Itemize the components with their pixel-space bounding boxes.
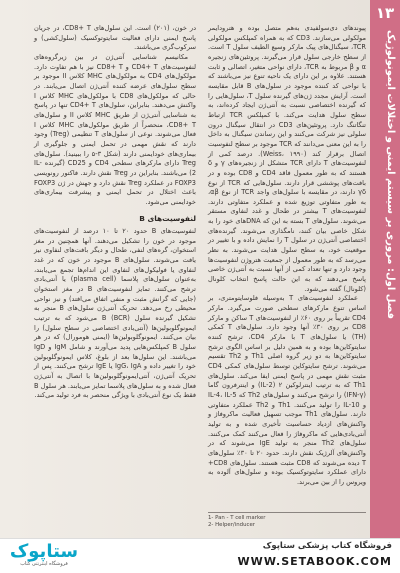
page-number: ۱۳ bbox=[375, 4, 395, 22]
section-heading: لنفوسیت‌های B bbox=[139, 214, 196, 224]
store-logo[interactable] bbox=[6, 541, 82, 569]
footnotes bbox=[208, 512, 366, 529]
chapter-side-tab bbox=[370, 0, 400, 538]
paragraph: لنفوسیت‌های B حدود ۲۰ تا ۱۰ درصد از لنفوسیت‌های موجود در خون را تشکیل می‌دهند. آنها همچنین در مغز استخوان، گره‌های لنفی، طحال و دیگر بافت‌های لنفاوی نیز یافت می‌شوند. سلول‌های B موجود در خون که در غدد لنفاوی یا فولیکول‌های لنفاوی این اندام‌ها تجمع می‌یابند، به‌عنوان سلول‌های پلاسما (plasma cell) یا آنتی‌بادی ترشح می‌کنند. تمایز لنفوسیت‌های B در مغز استخوان (جایی که گرانش مثبت و منفی اتفاق می‌افتد) و نیز نواحی محیطی رخ می‌دهد. تحریک آنتی‌ژن سلول‌های B منجر به تشکیل گیرنده سلول B (BCR) می‌شود که به ترتیب ایمونوگلوبولین‌ها (آنتی‌بادی اختصاصی در سطح سلول) را بیان می‌کنند. ایمونوگلوبولین‌ها (ایمنی هومورال) که در هر سلول B کمپلکس‌هایی پدید می‌آورند و شامل IgM و IgD می‌باشند. این سلول‌ها بعد از بلوغ، کلاس ایمونوگلوبولین خود را تغییر داده و IgG، IgA یا IgE ترشح می‌کنند. پس از تحریک آنتی‌ژن، آنتی‌ایمونوگلوبولین‌ها با اتصال به آنتی‌ژن فعال شده و به سلول‌های پلاسما تمایز می‌یابند. هر سلول B فقط یک نوع آنتی‌بادی با ویژگی منحصر به فرد تولید می‌کند. bbox=[34, 227, 197, 400]
logo-mark: ستاپوک bbox=[9, 541, 79, 562]
footnote: 1- Pan - T cell marker bbox=[208, 515, 266, 521]
paragraph: عملکرد لنفوسیت‌های T به‌وسیله فلوسایتومتری، بر اساس تنوع مارکرهای سطحی صورت می‌گیرد. مارکر CD4 تقریباً بر روی ۶۰٪ از لنفوسیت‌های T ساکن و مارکر CD8 بر روی ۳۰٪ آنها وجود دارد. سلول‌های T کمکی (TH) یا سلول‌های T با مارکر CD4، ترشح کننده سایتوکاین‌ها بوده و به همین دلیل بر اساس الگوی ترشح سایتوکاین‌ها به دو زیر گروه اصلی Th1 و Th2 تقسیم می‌شوند. ترشح سایتوکاین توسط سلول‌های کمکی CD4 مثبت نقش مهمی در پاسخ ایمنی ایفا می‌کند. سلول‌های Th1 که به ترتیب اینترلوکین ۲ (IL-2) و اینترفرون گاما (IFN-γ) را ترشح می‌کنند و سلول‌های Th2 که IL-4، IL-5 و IL-10 را تولید می‌کنند. Th1 و Th2 عملکرد متفاوتی دارند. سلول‌های Th1 موجب تسهیل فعالیت ماکروفاژ و واکنش‌های ازدیاد حساسیت تأخیری شده و به تولید آنتی‌بادی‌هایی که ماکروفاژ را فعال می‌کنند کمک می‌کنند. سلول‌های Th2 منجر به تولید IgE می‌شوند که در واکنش‌های آلرژیک نقش دارند. حدود ۲۰ تا ۳۰٪ سلول‌های T دیده می‌شوند که CD8 مثبت هستند. سلول‌های CD8+ دارای عملکرد سایتوتوکسیک بوده و سلول‌های آلوده به ویروس را از بین می‌برند. bbox=[208, 294, 367, 486]
store-name: فروشگاه کتاب پزشکی ستاپوک bbox=[262, 541, 392, 551]
store-url-link[interactable]: WWW.SETABOOK.COM bbox=[237, 555, 392, 568]
chapter-title: فصل اول: مروری بر سیستم ایمنی و اختلالات ایمونولوژیک bbox=[385, 30, 396, 320]
logo-subtitle: فروشگاه اینترنتی کتاب bbox=[20, 561, 68, 567]
paragraph: مکانیسم شناسایی آنتی‌ژن در بین زیرگروه‌های لنفوسیت‌های CD4+ T و CD8+ T نیز با هم تفاوت دارد. مولکول‌های CD4 به مولکول‌های MHC کلاس II موجود بر سطح سلول‌های عرضه کننده آنتی‌ژن اتصال می‌یابند. در حالی که مولکول‌های CD8 با مولکول‌های MHC کلاس I واکنش می‌دهند. بنابراین، سلول‌های CD4+ T تنها در پاسخ به شناسایی آنتی‌ژن از طریق MHC کلاس II و سلول‌های CD8+ T، منحصراً از طریق مولکول‌های MHC کلاس I فعال می‌شوند. نوعی از سلول‌های T تنظیمی (Treg) وجود دارند که نقش مهمی در تحمل ایمنی و جلوگیری از بیماری‌های خودایمنی دارند (شکل ۳-۵ را ببینید). سلول‌های Treg دارای مارکرهای سطحی CD4 و CD25 (گیرنده IL-2) می‌باشند. بنابراین در Treg نقش دارند. فاکتور رونویسی FOXP3 در عملکرد Treg نقش دارد و جهش در ژن FOXP3 باعث اختلال در تحمل ایمنی و پیشرفت بیماری‌های خودایمنی می‌شود. bbox=[34, 52, 197, 206]
right-column bbox=[208, 24, 366, 488]
footnote: 2- Helper/inducer bbox=[208, 522, 255, 528]
paragraph: پیوندهای دی‌سولفیدی به‌هم متصل بوده و هترودایمر مولکولی می‌سازند. CD3 که به همراه کمپلکس مولکولی TCR، سیگنال‌های پیک مارکر وسیع الطیف سلول T است. از سطح خارجی سلول قرار می‌گیرند. پروتئین‌های زنجیره α و β مربوط به TCR، دارای نواحی متغیر، اتصالی و ثابت هستند. علاوه بر این دارای یک ناحیه تنوع نیز می‌باشند که با نواحی کد کننده موجود در سلول‌های B قابل مقایسه است. آرایش مجدد ژن‌های گیرنده سلول T، سلول‌هایی را که گیرنده اختصاصی نسبت به آنتی‌ژن ایجاد کرده‌اند، به سطح سلول هدایت می‌کند. با کمپلکس TCR ارتباط تنگاتنگ دارد. پروتئین‌های CD3 در انتقال سیگنال درون سلولی نیز شرکت می‌کنند و این رساندن سیگنال به داخل را به این معنی می‌دانند که TCR موجود بر سطح لنفوسیت اتصال برقرار کند (Weiss، ۱۹۹۰). درصد کمی از لنفوسیت‌های T دارای TCR متشکل از زنجیره‌های γ و δ هستند که به طور معمول فاقد CD4 و CD8 بوده و در بافت‌های پوششی قرار دارند. سلول‌هایی که TCR از نوع γδ دارند، در مقایسه با سلول‌های واجد TCR از نوع αβ، به طور متفاوتی توزیع شده و عملکرد متفاوتی دارند. لنفوسیت‌های T بیشتر در طحال و غدد لنفاوی مستقر می‌شوند. سلول‌های T بسته به این که DNAهای خود را به شکل خاصی بیان کنند، نامگذاری می‌شوند. گیرنده‌های اختصاصی آنتی‌ژن در سلول T را نمایش داده و با تغییر در موقعیت خود، به سطح سلول هدایت می‌شوند. به نظر می‌رسد که به طور معمول از جمعیت هتروژن لنفوسیت‌ها وجود دارد و تنها تعداد کمی از آنها نسبت به آنتی‌ژن خاصی پاسخ می‌دهند که به این حالت پاسخ انتخاب کلونال (کلونال) گفته می‌شود. bbox=[208, 24, 367, 293]
left-column bbox=[34, 24, 196, 401]
paragraph: در خون، (۲۰۱) است. این سلول‌های CD8+ T، در جریان پاسخ ایمنی دارای فعالیت سایتوتوکسیک (سلول‌کشی) و سرکوب‌گری می‌باشند. bbox=[34, 24, 197, 52]
